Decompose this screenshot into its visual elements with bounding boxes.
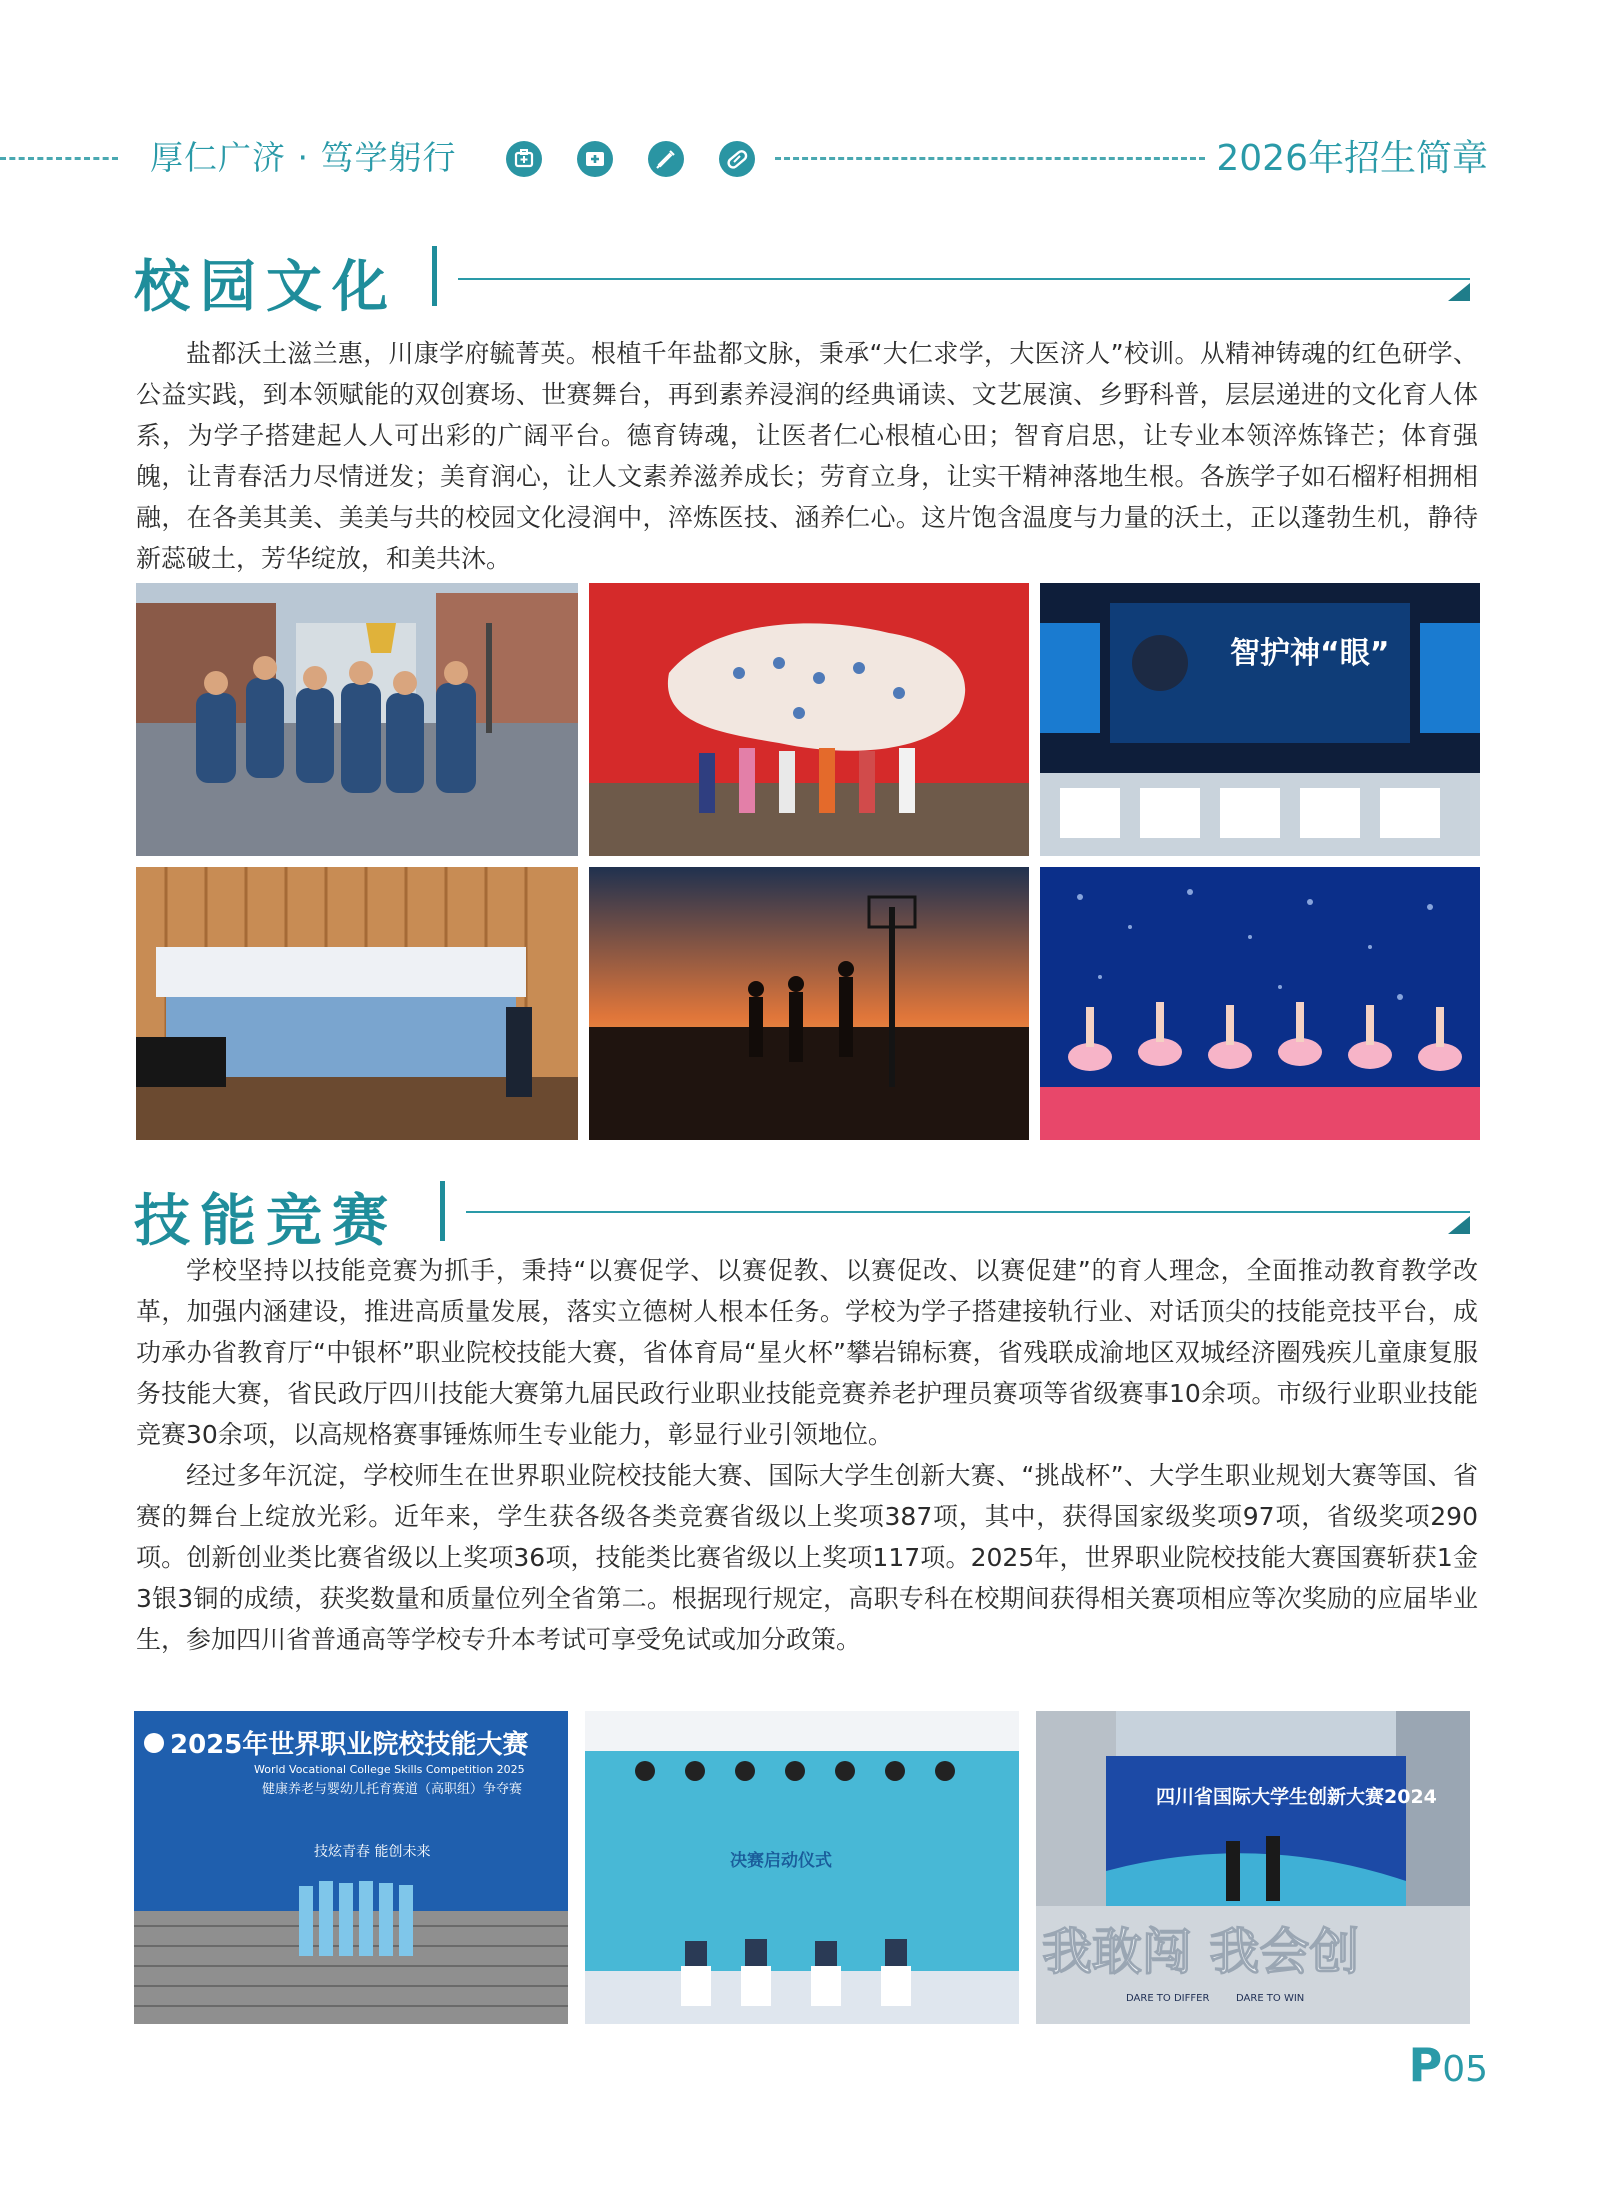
syringe-icon — [648, 141, 684, 177]
section-title-campus-culture: 校园文化 — [134, 254, 398, 320]
banner-slogan: 技炫青春 能创未来 — [314, 1844, 431, 1860]
photo-choir-performance — [136, 867, 578, 1140]
ceremony-title: 决赛启动仪式 — [730, 1851, 832, 1871]
banner-title: 2025年世界职业院校技能大赛 — [170, 1730, 529, 1760]
skills-paragraph-1: 学校坚持以技能竞赛为抓手，秉持“以赛促学、以赛促教、以赛促改、以赛促建”的育人理念，全面推动教育教学改革，加强内涵建设，推进高质量发展，落实立德树人根本任务。学校为学子搭建接轨行业、对话顶尖的技能竞技平台，成功承办省教育厅“中银杯”职业院校技能大赛，省体育局“星火杯”攀岩锦标赛，省残联成渝地区双城经济圈残疾儿童康复服务技能大赛，省民政厅四川技能大赛第九届民政行业职业技能竞赛养老护理员赛项等省级赛事10余项。市级行业职业技能竞赛30余项，以高规格赛事锤炼师生专业能力，彰显行业引领地位。 — [136, 1256, 1478, 1449]
photo-world-skills-competition — [134, 1711, 568, 2024]
section-title-bar — [440, 1181, 445, 1241]
giant-letters: 我敢闯 我会创 — [1042, 1923, 1360, 1981]
section-title-bar — [432, 246, 437, 306]
pill-icon — [719, 141, 755, 177]
header-dash-left — [0, 157, 118, 160]
photo-basketball-trophy — [136, 583, 578, 856]
photo-ethnic-costume-stage — [589, 583, 1029, 856]
section-corner-mark — [1448, 1216, 1470, 1234]
page-number — [1408, 2038, 1488, 2092]
section-title-skills-competition: 技能竞赛 — [134, 1188, 398, 1254]
section-corner-mark — [1448, 283, 1470, 301]
section-title-rule — [466, 1211, 1470, 1213]
skills-paragraph-2: 经过多年沉淀，学校师生在世界职业院校技能大赛、国际大学生创新大赛、“挑战杯”、大学生职业规划大赛等国、省赛的舞台上绽放光彩。近年来，学生获各级各类竞赛省级以上奖项387项，其中，获得国家级奖项97项，省级奖项290项。创新创业类比赛省级以上奖项36项，技能类比赛省级以上奖项117项。2025年，世界职业院校技能大赛国赛斩获1金3银3铜的成绩，获奖数量和质量位列全省第二。根据现行规定，高职专科在校期间获得相关赛项相应等次奖励的应届毕业生，参加四川省普通高等学校专升本考试可享受免试或加分政策。 — [136, 1461, 1478, 1654]
page-number-value: 05 — [1442, 2049, 1488, 2090]
medical-kit-icon — [506, 141, 542, 177]
header-dash-right — [775, 157, 1205, 160]
section-title-rule — [458, 278, 1470, 280]
campus-culture-paragraph: 盐都沃土滋兰惠，川康学府毓菁英。根植千年盐都文脉，秉承“大仁求学，大医济人”校训。从精神铸魂的红色研学、公益实践，到本领赋能的双创赛场、世赛舞台，再到素养浸润的经典诵读、文艺展演、乡野科普，层层递进的文化育人体系，为学子搭建起人人可出彩的广阔平台。德育铸魂，让医者仁心根植心田；智育启思，让专业本领淬炼锋芒；体育强魄，让青春活力尽情迸发；美育润心，让人文素养滋养成长；劳育立身，让实干精神落地生根。各族学子如石榴籽相拥相融，在各美其美、美美与共的校园文化浸润中，淬炼医技、涵养仁心。这片饱含温度与力量的沃土，正以蓬勃生机，静待新蕊破土，芳华绽放，和美共沐。 — [136, 339, 1478, 573]
innovation-banner-title: 四川省国际大学生创新大赛2024 — [1156, 1786, 1437, 1808]
slogan-en-2: DARE TO WIN — [1236, 1993, 1305, 2004]
photo-ballet-dance — [1040, 867, 1480, 1140]
stage-screen-title: 智护神“眼” — [1230, 636, 1390, 671]
skills-competition-text — [136, 1250, 1478, 1660]
first-aid-icon — [577, 141, 613, 177]
banner-subtitle-en: World Vocational College Skills Competition 2025 — [254, 1763, 525, 1776]
brochure-title: 2026年招生简章 — [1216, 138, 1488, 179]
photo-innovation-competition — [1036, 1711, 1470, 2024]
banner-subtitle: 健康养老与婴幼儿托育赛道（高职组）争夺赛 — [262, 1782, 523, 1797]
photo-sunset-basketball — [589, 867, 1029, 1140]
header-motto: 厚仁广济 · 笃学躬行 — [150, 138, 457, 177]
photo-competition-stage-screen — [1040, 583, 1480, 856]
page-number-prefix: P — [1408, 2038, 1443, 2092]
slogan-en-1: DARE TO DIFFER — [1126, 1993, 1210, 2004]
photo-final-launch-ceremony — [585, 1711, 1019, 2024]
